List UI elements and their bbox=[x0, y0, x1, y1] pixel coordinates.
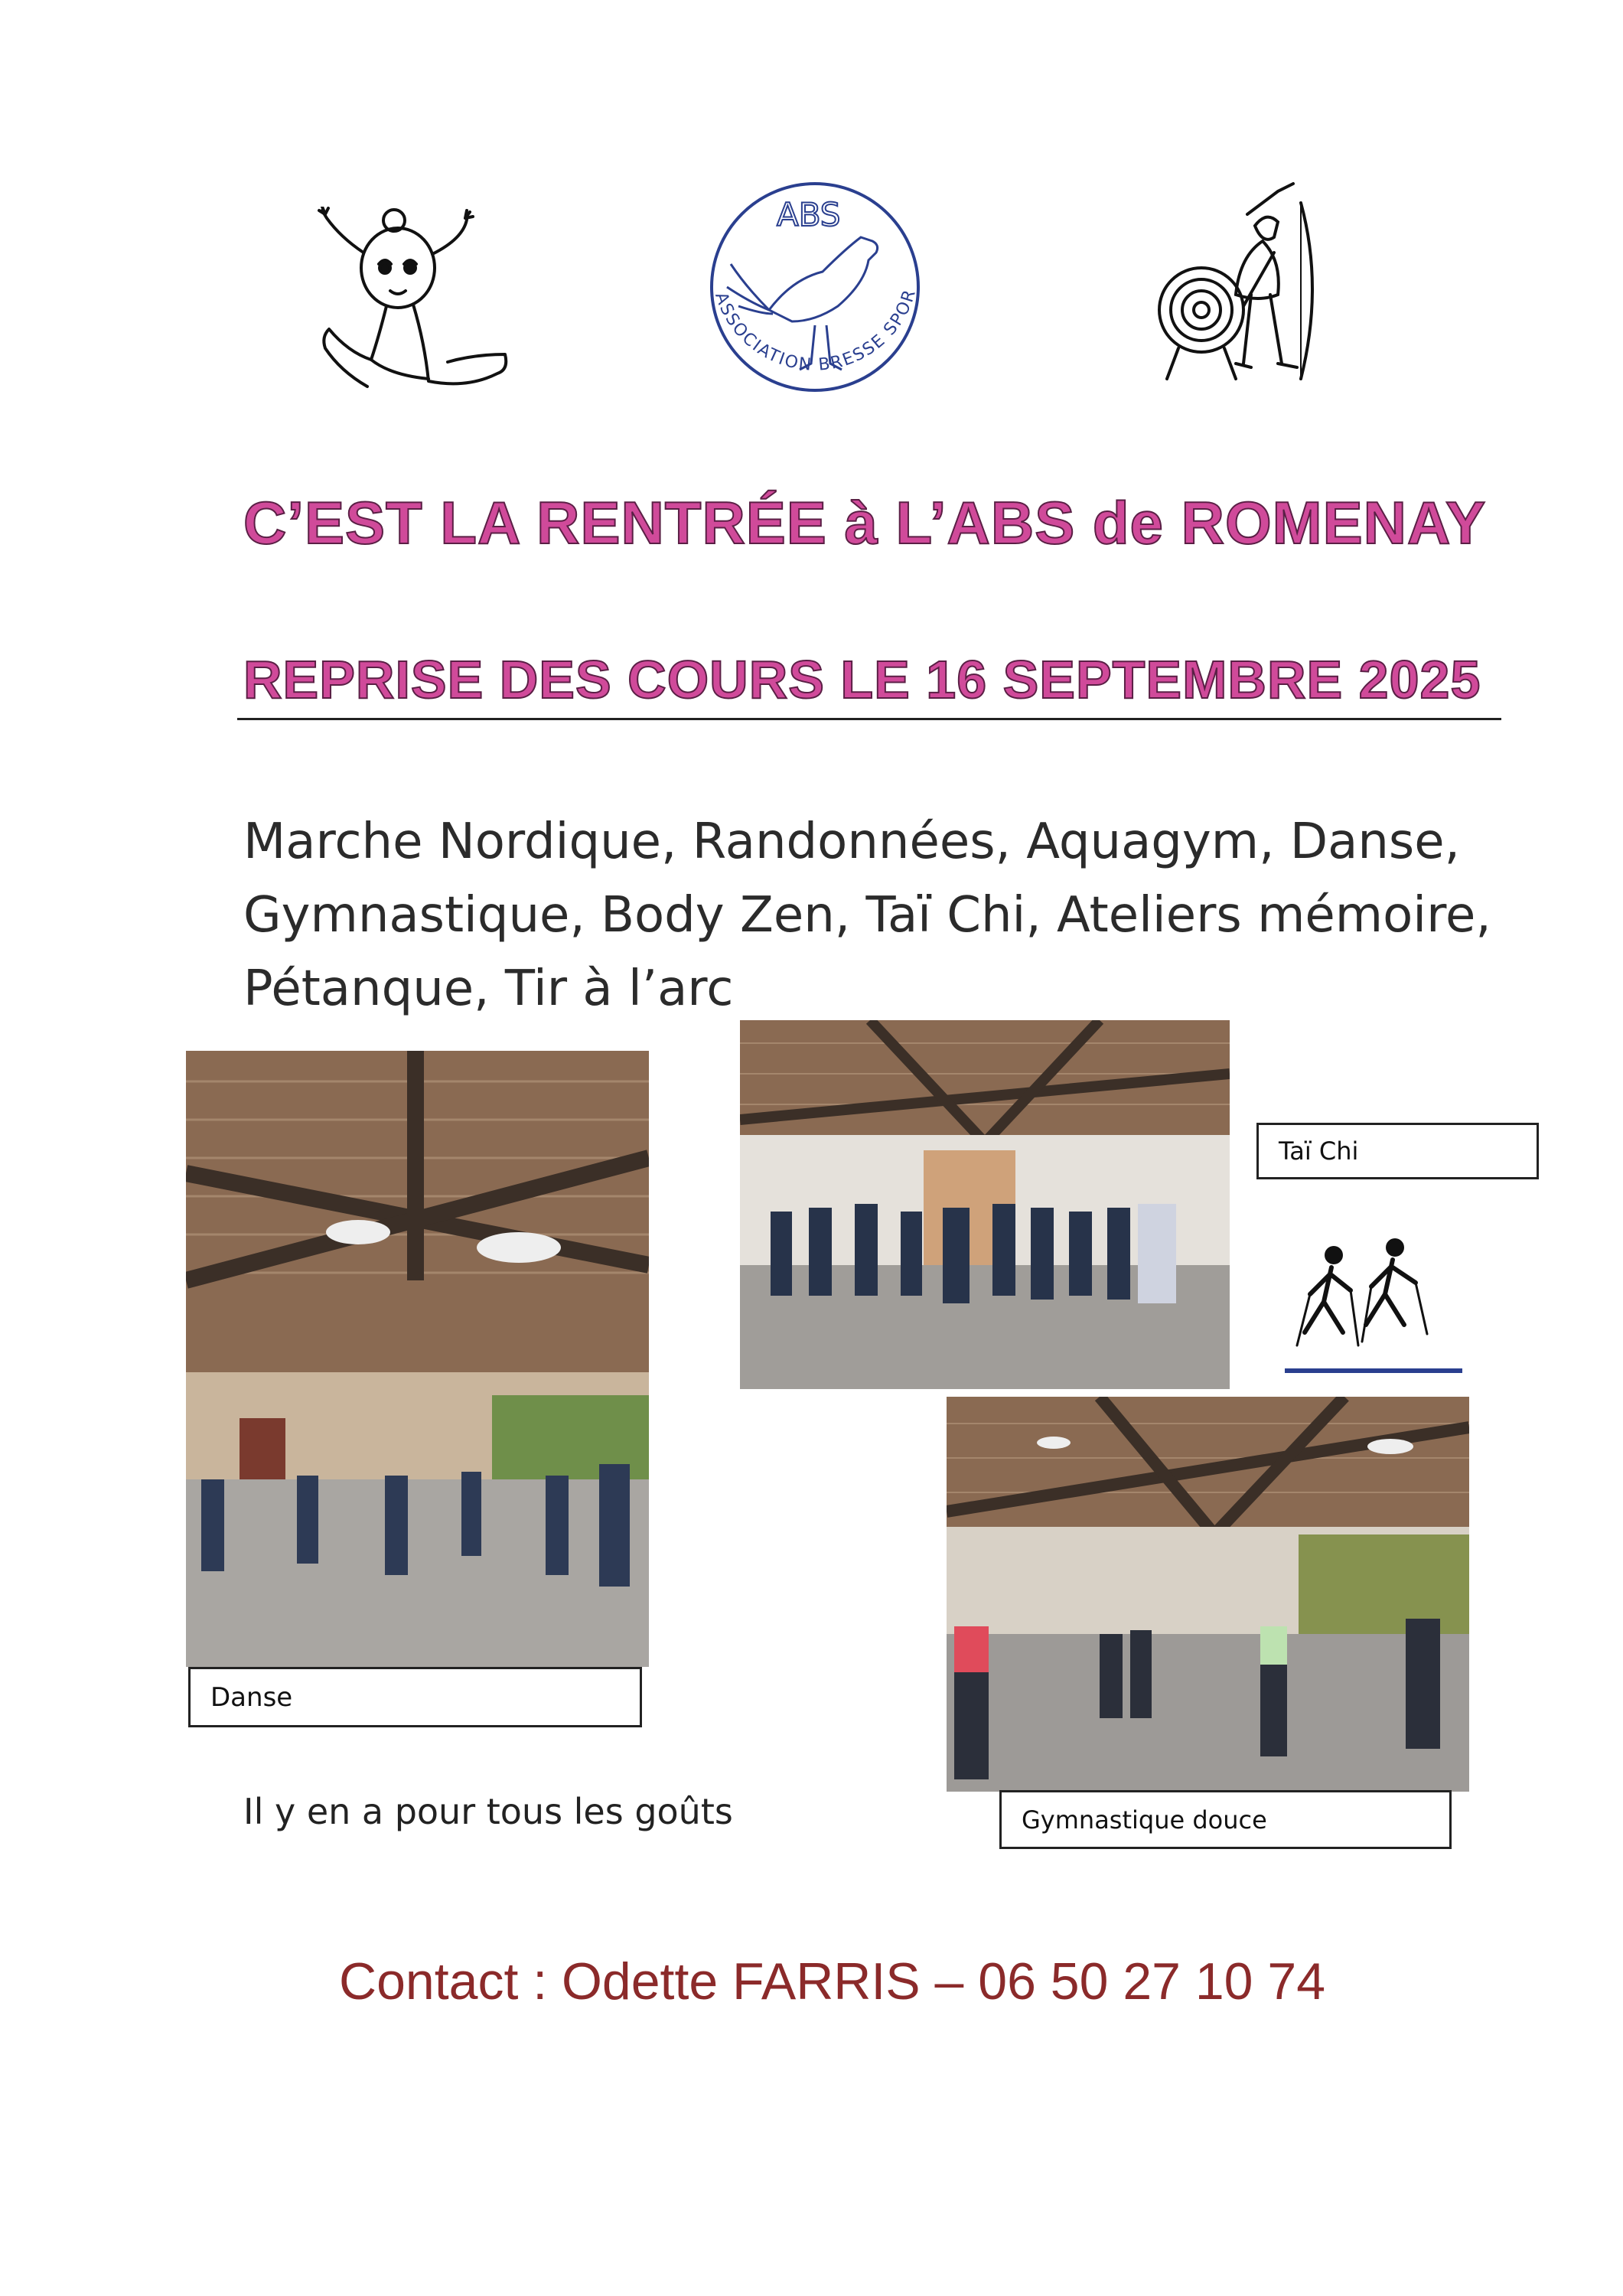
contact-line: Contact : Odette FARRIS – 06 50 27 10 74 bbox=[339, 1952, 1326, 2011]
activities-line-3: Pétanque, Tir à l’arc bbox=[243, 960, 734, 1017]
caption-danse: Danse bbox=[188, 1667, 642, 1727]
nordic-walkers-icon bbox=[1282, 1238, 1465, 1380]
subtitle-rule bbox=[237, 718, 1501, 720]
tagline: Il y en a pour tous les goûts bbox=[243, 1791, 733, 1832]
photo-danse bbox=[186, 1051, 649, 1667]
logo-initials: ABS bbox=[777, 196, 841, 233]
logo-ring-text: ASSOCIATION BRESSE SPOR bbox=[711, 287, 920, 375]
rooster-logo bbox=[685, 172, 945, 425]
page-subtitle: REPRISE DES COURS LE 16 SEPTEMBRE 2025 bbox=[243, 650, 1481, 709]
caption-gym: Gymnastique douce bbox=[999, 1790, 1452, 1849]
photo-gym bbox=[947, 1397, 1469, 1792]
caption-taichi: Taï Chi bbox=[1256, 1123, 1539, 1179]
activities-list bbox=[243, 805, 1491, 1026]
activities-line-2: Gymnastique, Body Zen, Taï Chi, Ateliers mémoire, bbox=[243, 887, 1491, 944]
archer-icon bbox=[1155, 180, 1328, 386]
activities-line-1: Marche Nordique, Randonnées, Aquagym, Danse, bbox=[243, 814, 1460, 870]
gymnast-icon bbox=[314, 207, 528, 413]
photo-taichi bbox=[740, 1020, 1230, 1389]
page-title: C’EST LA RENTRÉE à L’ABS de ROMENAY bbox=[243, 489, 1487, 556]
